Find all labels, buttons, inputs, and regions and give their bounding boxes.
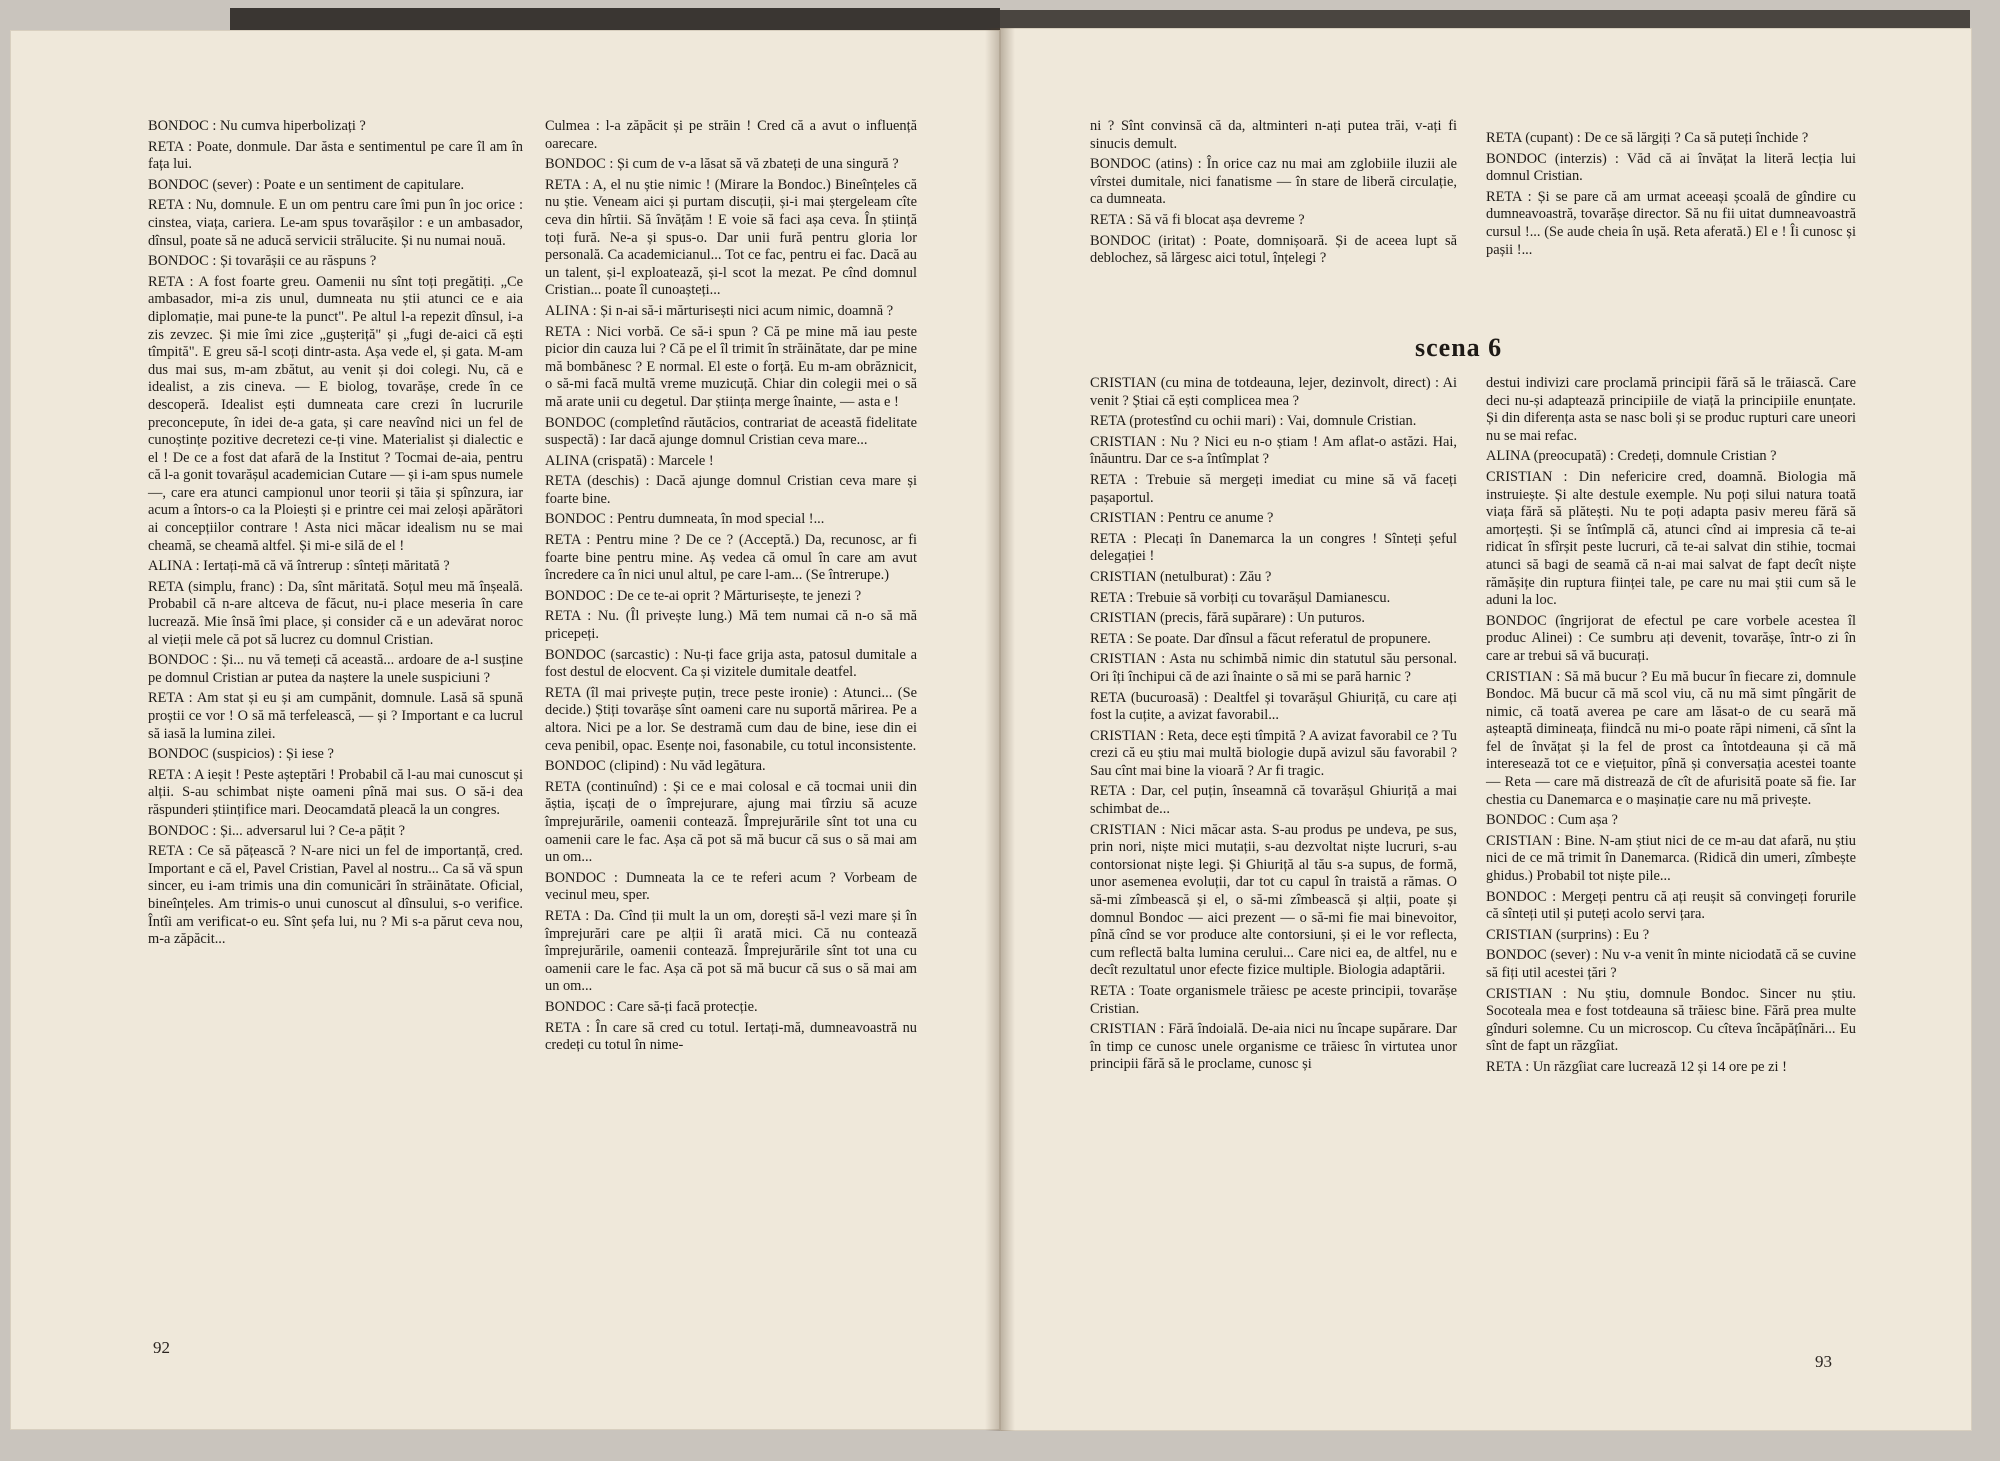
- dialogue-paragraph: RETA : Nu, domnule. E un om pentru care îmi pun în joc orice : cinstea, viața, cariera. Le-am spus tovarășilor : e un ambasador, dînsul, poate să ne aducă servicii strălucite. Și nu numai nouă.: [148, 197, 523, 249]
- dialogue-paragraph: RETA : În care să cred cu totul. Iertați-mă, dumneavoastră nu credeți cu totul în nime-: [545, 1019, 917, 1054]
- dialogue-paragraph: CRISTIAN (surprins) : Eu ?: [1486, 926, 1650, 943]
- dialogue-paragraph: RETA : Pentru mine ? De ce ? (Acceptă.) Da, recunosc, ar fi foarte bine pentru mine. Aș vedea că omul în care am avut încredere ca în nici unul altul, pe care l-am... (Se întrerupe.): [545, 532, 917, 584]
- dialogue-paragraph: BONDOC : Care să-ți facă protecție.: [545, 998, 758, 1015]
- dialogue-paragraph: RETA (protestînd cu ochii mari) : Vai, domnule Cristian.: [1090, 413, 1417, 430]
- dialogue-paragraph: RETA : Se poate. Dar dînsul a făcut referatul de propunere.: [1090, 630, 1431, 647]
- dialogue-paragraph: CRISTIAN : Pentru ce anume ?: [1090, 510, 1274, 527]
- dialogue-paragraph: RETA : Plecați în Danemarca la un congres ! Sînteți șeful delegației !: [1090, 530, 1457, 565]
- dialogue-paragraph: ALINA : Și n-ai să-i mărturisești nici acum nimic, doamnă ?: [545, 302, 894, 319]
- dialogue-paragraph: ALINA (preocupată) : Credeți, domnule Cristian ?: [1486, 448, 1777, 465]
- dialogue-paragraph: CRISTIAN (cu mina de totdeauna, lejer, dezinvolt, direct) : Ai venit ? Știai că ești complicea mea ?: [1090, 375, 1457, 409]
- dialogue-paragraph: BONDOC (interzis) : Văd că ai învățat la literă lecția lui domnul Cristian.: [1486, 150, 1856, 185]
- dialogue-paragraph: BONDOC : Pentru dumneata, în mod special !...: [545, 511, 825, 528]
- dialogue-paragraph: RETA : A fost foarte greu. Oamenii nu sînt toți pregătiți. „Ce ambasador, mi-a zis unul, dumneata nu știi atunci ce e aia diplomație, mai pune-te la punct". Pe altul l-a repezit dînsul, i-a zis zevzec. Și mie îmi zice „gușteriță" și „fugi de-aici că ești tîmpită". E greu să-l scoți dintr-asta. Așa vede el, și gata. M-am dus mai sus, m-am zbătut, au venit și doi colegi. Nu, că e idealist, a zis cineva. — E biolog, tovarășe, crede în ce descoperă. Idealist ești dumneata care crezi în lucrurile preconcepute, în idei de-a gata, și care neavînd nici un fel de cunoștințe pozitive decretezi ce-ți vine. Materialist și dialectic e el ! De ce a fost dat afară de la Institut ? Tocmai de-aia, pentru că l-a gonit tovarășul academician Cutare — și i-am spus numele —, care era atunci campionul unor teorii și tăia și spînzura, iar acum a întors-o ca la Ploiești și e printre cei mai zeloși apărători ai concepțiilor contrare ! Asta nici măcar idealism nu se mai cheamă, se cheamă altfel. Și mi-e silă de el !: [148, 273, 523, 554]
- dialogue-paragraph: BONDOC (completînd răutăcios, contrariat de această fidelitate suspectă) : Iar dacă ajunge domnul Cristian ceva mare...: [545, 414, 917, 449]
- dialogue-paragraph: RETA : Toate organismele trăiesc pe aceste principii, tovarășe Cristian.: [1090, 983, 1457, 1017]
- dialogue-paragraph: RETA (cupant) : De ce să lărgiți ? Ca să puteți închide ?: [1486, 130, 1809, 146]
- dialogue-paragraph: BONDOC : Și cum de v-a lăsat să vă zbateți de una singură ?: [545, 156, 899, 173]
- dialogue-paragraph: CRISTIAN : Bine. N-am știut nici de ce m-au dat afară, nu știu nici de ce mă trimit în Danemarca. (Ridică din umeri, zîmbește ghidus.) Probabil tot niște pile...: [1486, 832, 1856, 885]
- dialogue-paragraph: RETA : Nu. (Îl privește lung.) Mă tem numai că n-o să mă pricepeți.: [545, 608, 917, 643]
- left-page-column-1: [148, 118, 523, 952]
- dialogue-paragraph: RETA : Și se pare că am urmat aceeași școală de gîndire cu dumneavoastră, tovarășe director. Să nu fii uitat dumneavoastră cursul !... (Se aude cheia în ușă. Reta aferată.) El e ! Îi cunosc și pașii !...: [1486, 188, 1856, 258]
- dialogue-paragraph: RETA : Un răzgîiat care lucrează 12 și 14 ore pe zi !: [1486, 1058, 1787, 1075]
- page-number-left: 92: [153, 1338, 170, 1357]
- dialogue-paragraph: BONDOC : Și... nu vă temeți că această... ardoare de a-l susține pe domnul Cristian ar putea da naștere la unele suspiciuni ?: [148, 652, 523, 686]
- dialogue-paragraph: RETA : Am stat și eu și am cumpănit, domnule. Lasă să spună proștii ce vor ! O să mă terfelească, — și ? Important e ca lucrul să iasă la lumina zilei.: [148, 690, 523, 742]
- dialogue-paragraph: RETA (îl mai privește puțin, trece peste ironie) : Atunci... (Se decide.) Știți tovarășe sînt oameni care nu suportă mărirea. Pe a altora. Nici pe a lor. Se destramă cum dau de bine, iese din ei ceva penibil, opac. Esențe noi, fasonabile, cu totul inconsistente.: [545, 684, 917, 754]
- scene-title: scena 6: [1415, 333, 1503, 362]
- dialogue-paragraph: RETA : Ce să pățească ? N-are nici un fel de importanță, cred. Important e că el, Pavel Cristian, Pavel al nostru... Ca să vă spun sincer, eu i-am trimis una din comunicări în străinătate. Oficial, bineînțeles. Am trimis-o unui cunoscut al dînsului, s-o verifice. Întîi am verificat-o eu. Sînt șefa lui, nu ? Mi s-a părut ceva nou, m-a zăpăcit...: [148, 843, 523, 948]
- dialogue-paragraph: RETA : Trebuie să mergeți imediat cu mine să vă faceți pașaportul.: [1090, 471, 1457, 506]
- dialogue-paragraph: CRISTIAN : Asta nu schimbă nimic din statutul său personal. Ori îți închipui că de azi înainte o să mi se pară harnic ?: [1090, 651, 1457, 685]
- dialogue-paragraph: BONDOC (sever) : Nu v-a venit în minte niciodată că se cuvine să fiți util acestei țări ?: [1486, 947, 1856, 981]
- book-edge-top-right: [1000, 10, 1970, 30]
- right-page-column-1: [1090, 375, 1457, 1077]
- dialogue-paragraph: RETA : Trebuie să vorbiți cu tovarășul Damianescu.: [1090, 589, 1391, 606]
- dialogue-paragraph: BONDOC (îngrijorat de efectul pe care vorbele acestea îl produc Alinei) : Ce sumbru ați devenit, tovarășe, într-o zi în care ar trebui să vă bucurați.: [1486, 612, 1856, 664]
- dialogue-paragraph: BONDOC : Dumneata la ce te referi acum ? Vorbeam de vecinul meu, sper.: [545, 869, 917, 904]
- dialogue-paragraph: RETA (deschis) : Dacă ajunge domnul Cristian ceva mare și foarte bine.: [545, 473, 917, 507]
- dialogue-paragraph: BONDOC : Și tovarășii ce au răspuns ?: [148, 253, 377, 270]
- dialogue-paragraph: CRISTIAN (precis, fără supărare) : Un puturos.: [1090, 610, 1365, 627]
- dialogue-paragraph: CRISTIAN : Fără îndoială. De-aia nici nu încape supărare. Dar în timp ce cunosc unele organisme ce trăiesc în virtutea unor principii fără să le proclame, cunosc și: [1090, 1021, 1457, 1073]
- dialogue-paragraph: RETA : Să vă fi blocat așa devreme ?: [1090, 211, 1305, 228]
- dialogue-paragraph: BONDOC : Și... adversarul lui ? Ce-a pățit ?: [148, 822, 405, 839]
- dialogue-paragraph: RETA : Dar, cel puțin, înseamnă că tovarășul Ghiuriță a mai schimbat de...: [1090, 783, 1457, 818]
- dialogue-paragraph: RETA : A ieșit ! Peste așteptări ! Probabil că l-au mai cunoscut și alții. S-au schimbat niște oameni pînă mai sus. O să-i dea răspunderi științifice mari. Deocamdată pleacă la un congres.: [148, 766, 523, 818]
- dialogue-paragraph: RETA (bucuroasă) : Dealtfel și tovarășul Ghiuriță, cu care ați fost la cuțite, a avizat favorabil...: [1090, 689, 1457, 724]
- dialogue-paragraph: BONDOC (iritat) : Poate, domnișoară. Și de aceea lupt să deblochez, să lărgesc aici totul, înțelegi ?: [1090, 232, 1457, 267]
- dialogue-paragraph: RETA (continuînd) : Și ce e mai colosal e că tocmai unii din ăștia, ișcați de o împrejurare, ajung mai tîrziu să acuze împrejurările, oamenii contează. Împrejurările sînt tot una cu oamenii care le fac. Așa că pot să mă bucur că sus o să mai am un om...: [545, 778, 917, 866]
- dialogue-paragraph: ALINA : Iertați-mă că vă întrerup : sînteți măritată ?: [148, 558, 450, 575]
- dialogue-paragraph: RETA (simplu, franc) : Da, sînt măritată. Soțul meu mă înșeală. Probabil că n-are altceva de făcut, nu-i place meseria în care lucrează. Mie însă îmi place, și consider că e un adevărat noroc al vieții mele că pot să lucrez cu domnul Cristian.: [148, 578, 523, 648]
- dialogue-paragraph: BONDOC : De ce te-ai oprit ? Mărturisește, te jenezi ?: [545, 587, 862, 604]
- dialogue-paragraph: RETA : Da. Cînd ții mult la un om, dorești să-l vezi mare și în împrejurări care pe alții îi arată mici. Că nu contează împrejurările, oamenii contează. Împrejurările sînt tot una cu oamenii care le fac. Așa că pot să mă bucur că sus o să mai am un om...: [545, 907, 917, 995]
- dialogue-paragraph: BONDOC : Nu cumva hiperbolizați ?: [148, 118, 366, 134]
- dialogue-paragraph: BONDOC (clipind) : Nu văd legătura.: [545, 758, 766, 775]
- dialogue-paragraph: CRISTIAN : Nu știu, domnule Bondoc. Sincer nu știu. Socoteala mea e fost totdeauna să trăiesc bine. Fără prea multe gînduri solemne. Cu un microscop. Cu cîteva încăpățînări... Eu sînt de fapt un răzgîiat.: [1486, 985, 1856, 1055]
- dialogue-paragraph: CRISTIAN : Reta, dece ești tîmpită ? A avizat favorabil ce ? Tu crezi că eu știu mai multă biologie după avizul său favorabil ? Sau cînt mai bine la vioară ? Ar fi tragic.: [1090, 727, 1457, 779]
- dialogue-paragraph: CRISTIAN : Să mă bucur ? Eu mă bucur în fiecare zi, domnule Bondoc. Mă bucur că mă scol viu, că nu mă simt pîngărit de nimic, că toată averea pe care am lăsat-o de cu seară mă așteaptă dimineața, fiindcă nu mi-o poate răpi nimeni, că sînt la fel de învățat și la fel de prost ca întotdeauna și că mă interesează tot ce e viețuitor, pînă și conversația acestei toante — Reta — care mă distrează de cît de afurisită poate să fie. Iar chestia cu Danemarca e o mașinație care nu mă privește.: [1486, 668, 1856, 808]
- dialogue-paragraph: Culmea : l-a zăpăcit și pe străin ! Cred că a avut o influență oarecare.: [545, 118, 917, 152]
- dialogue-paragraph: CRISTIAN (netulburat) : Zău ?: [1090, 568, 1272, 585]
- page-number-right: 93: [1815, 1352, 1832, 1371]
- dialogue-paragraph: CRISTIAN : Nici măcar asta. S-au produs pe undeva, pe sus, prin nori, niște mici mutații, s-au dezvoltat niște lucruri, s-au contorsionat niște legi. Și Ghiuriță al tău s-a supus, de formă, unor asemenea evoluții, dar tot cu capul în traistă a rămas. O să-mi zîmbească și el, o să-mi zîmbească și alții, poate și domnul Bondoc — aici prezent — o să-mi fie mai binevoitor, pînă cînd se vor produce alte contorsiuni, și ei le vor reflecta, cum reflectă balta lumina cerului... Care nici ea, de altfel, nu e decît rezultatul unor efecte fizice multiple. Biologia adaptării.: [1090, 821, 1457, 979]
- right-page-column-2-top: [1486, 130, 1856, 262]
- dialogue-paragraph: ALINA (crispată) : Marcele !: [545, 452, 714, 469]
- dialogue-paragraph: ni ? Sînt convinsă că da, altminteri n-ați putea trăi, v-ați fi sinucis demult.: [1090, 118, 1457, 152]
- right-page-column-1-top: [1090, 118, 1457, 271]
- dialogue-paragraph: BONDOC (atins) : În orice caz nu mai am zglobiile iluzii ale vîrstei dumitale, nici fanatisme — în stare de liberă circulație, ca dumneata.: [1090, 156, 1457, 208]
- dialogue-paragraph: BONDOC : Mergeți pentru că ați reușit să convingeți forurile că sînteți util și puteți acolo servi țara.: [1486, 888, 1856, 923]
- dialogue-paragraph: BONDOC (sever) : Poate e un sentiment de capitulare.: [148, 176, 465, 193]
- dialogue-paragraph: RETA : Poate, donmule. Dar ăsta e sentimentul pe care îl am în fața lui.: [148, 138, 523, 173]
- dialogue-paragraph: BONDOC (suspicios) : Și iese ?: [148, 746, 334, 763]
- dialogue-paragraph: CRISTIAN : Nu ? Nici eu n-o știam ! Am aflat-o astăzi. Hai, înăuntru. Dar ce s-a întîmplat ?: [1090, 433, 1457, 468]
- dialogue-paragraph: BONDOC : Cum așa ?: [1486, 812, 1618, 829]
- left-page-column-2: [545, 118, 917, 1058]
- dialogue-paragraph: CRISTIAN : Din nefericire cred, doamnă. Biologia mă instruiește. Și alte destule exemple. Nu poți silui natura toată viața fără să plătești. Nu te poți adapta pasiv mereu fără să amorțești. Și se întîmplă că, atunci cînd ai impresia că te-ai ridicat în sfîrșit peste lucruri, că te-ai salvat din stihie, tocmai atunci să bagi de seamă că n-ai mai salvat de fapt decît niște rămășițe din ruptura ființei tale, pe care nu mai știi cum să le aduni la loc.: [1486, 468, 1856, 609]
- book-gutter: [985, 28, 1015, 1431]
- dialogue-paragraph: RETA : Nici vorbă. Ce să-i spun ? Că pe mine mă iau peste picior din cauza lui ? Că pe el îl trimit în străinătate, dar pe mine mă bombănesc ? E normal. El este o forță. Eu m-am obrăznicit, o să-mi facă multă vreme muzicuță. Chiar din colegii mei o să mă arate unii cu degetul. Dar știința merge înainte, — asta e !: [545, 323, 917, 410]
- dialogue-paragraph: BONDOC (sarcastic) : Nu-ți face grija asta, patosul dumitale a fost destul de elocvent. Ca și vizitele dumitale deatfel.: [545, 646, 917, 681]
- dialogue-paragraph: RETA : A, el nu știe nimic ! (Mirare la Bondoc.) Bineînțeles că nu știe. Veneam aici și purtam discuții, și-i mai ștergeleam cîte ceva din hîrtii. Să învățăm ! E voie să faci așa ceva. În știință toți fură. Ne-a și spus-o. Dar unii fură pentru gloria lor personală. Ca academicianul... Tot ce fac, pentru ei fac. Dacă au un talent, și-l exploatează, și-l scot la mezat. Pe cînd domnul Cristian... poate îl cunoașteți...: [545, 176, 917, 299]
- dialogue-paragraph: destui indivizi care proclamă principii fără să le trăiască. Care deci nu-și adaptează principiile de viață la principiile enunțate. Și din diferența asta se nasc boli și se produc rupturi care uneori nu se mai refac.: [1486, 375, 1856, 444]
- right-page-column-2: [1486, 375, 1856, 1080]
